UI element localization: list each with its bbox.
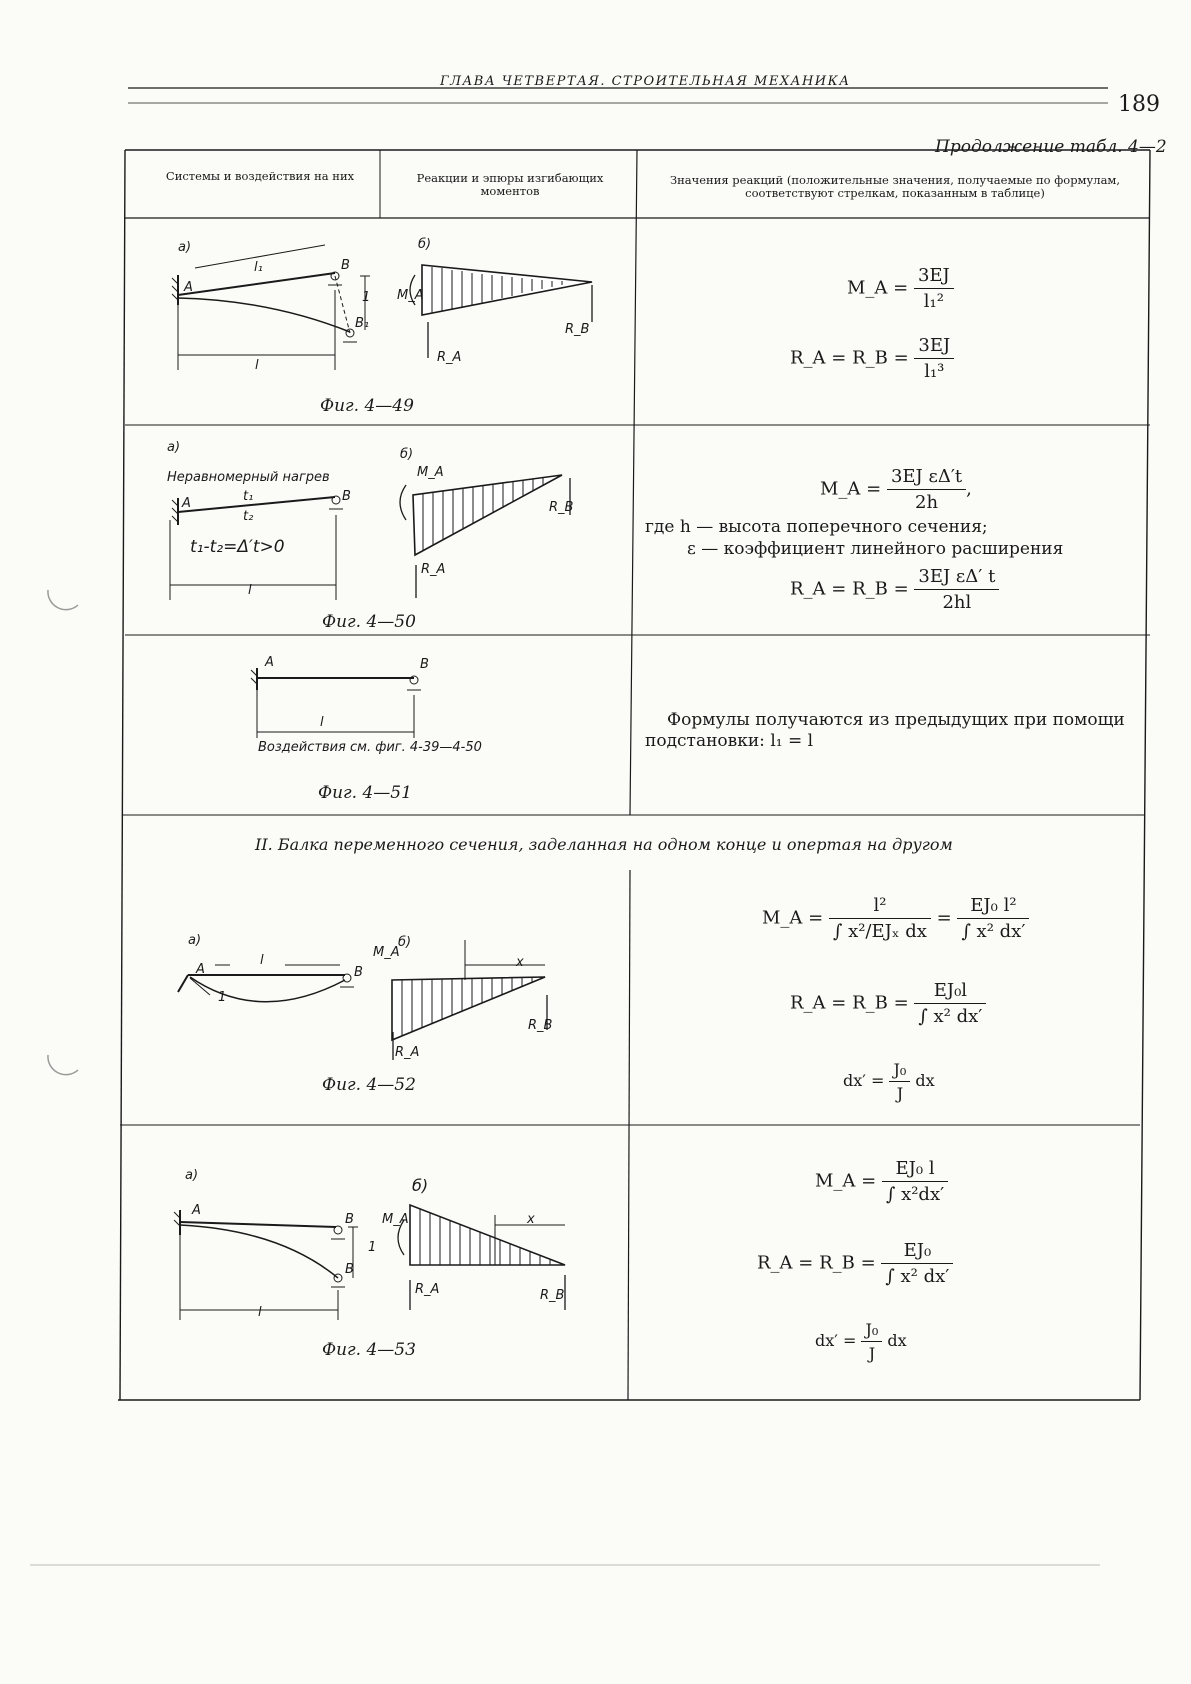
fig49-label-B1: B₁ [355, 316, 370, 331]
fig50-label-B: B [342, 489, 351, 504]
header-col-values: Значения реакций (положительные значения, получаемые по формулам, соответствуют стрелкам, показанным в таблице) [669, 173, 1121, 200]
header-col-reactions: Реакции и эпюры изгибающих моментов [416, 171, 604, 198]
fig49-label-one: 1 [362, 290, 371, 305]
fig53-formula-MA: M_A = $\frac{\text{EJ₀ l}}{\text{∫ x²dx′}}$ [815, 1158, 948, 1205]
fig53-formula-RA-RB: R_A = R_B = $\frac{\text{EJ₀}}{\text{∫ x² dx′}}$ [757, 1240, 953, 1287]
fig49-label-a: а) [178, 240, 192, 255]
fig53-label-B-lower: B [345, 1262, 354, 1277]
fig53-label-x: x [527, 1212, 535, 1227]
fig52-label-a: а) [188, 933, 202, 948]
fig53-label-A: A [192, 1203, 201, 1218]
fig52-formula-RA-RB: R_A = R_B = $\frac{\text{EJ₀l}}{\text{∫ x² dx′}}$ [790, 980, 986, 1027]
table-continuation: Продолжение табл. 4—2 [935, 137, 1167, 157]
fig49-formula-MA: M_A = $\frac{3EJ}{\text{l₁²}}$ [847, 265, 954, 312]
page-number: 189 [1118, 92, 1160, 117]
fig52-label-MA: M_A [373, 945, 400, 960]
fig52-label-RB: R_B [528, 1018, 553, 1033]
fig53-label-a: а) [185, 1168, 199, 1183]
fig50-label-condition: t₁-t₂=Δ′t>0 [190, 537, 285, 557]
fig52-label-B: B [354, 965, 363, 980]
fig50-label-heat: Неравномерный нагрев [167, 470, 330, 485]
fig53-label-RA: R_A [415, 1282, 440, 1297]
header-col-systems: Системы и воздействия на них [165, 169, 355, 183]
fig49-label-A: A [184, 280, 193, 295]
fig52-formula-MA: M_A = $\frac{\text{l²}}{\text{∫ x²/EJₓ dx}}$ = $\frac{\text{EJ₀ l²}}{\text{∫ x² dx′}}$ [762, 895, 1029, 942]
fig50-label-RA: R_A [421, 562, 446, 577]
fig49-label-MA: M_A [397, 288, 424, 303]
fig51-label-l: l [320, 715, 324, 730]
fig53-label-l: l [258, 1305, 262, 1320]
fig50-label-b: б) [400, 447, 414, 462]
fig50-label-MA: M_A [417, 465, 444, 480]
section-title-II: II. Балка переменного сечения, заделанная на одном конце и опертая на другом [255, 835, 953, 854]
fig50-formula-MA: M_A = $\frac{\text{3EJ εΔ′t}}{2h}$ , [820, 466, 972, 513]
fig53-label-one: 1 [368, 1240, 377, 1255]
fig51-text: Формулы получаются из предыдущих при помощи подстановки: l₁ = l [645, 710, 1125, 751]
fig50-label-RB: R_B [549, 500, 574, 515]
running-head: ГЛАВА ЧЕТВЕРТАЯ. СТРОИТЕЛЬНАЯ МЕХАНИКА [440, 74, 851, 89]
figure-caption-4-53: Фиг. 4—53 [322, 1340, 416, 1360]
fig52-label-b: б) [398, 935, 412, 950]
fig49-label-RB: R_B [565, 322, 590, 337]
fig53-label-MA: M_A [382, 1212, 409, 1227]
figure-caption-4-49: Фиг. 4—49 [320, 396, 414, 416]
fig49-formula-RA-RB: R_A = R_B = $\frac{3EJ}{\text{l₁³}}$ [790, 335, 954, 382]
fig53-formula-dx: dx′ = $\frac{\text{J₀}}{J}$ dx [815, 1320, 907, 1363]
fig51-label-A: A [265, 655, 274, 670]
fig49-label-RA: R_A [437, 350, 462, 365]
fig49-label-l1: l₁ [254, 260, 263, 275]
fig51-note: Воздействия см. фиг. 4-39—4-50 [258, 740, 482, 755]
figure-caption-4-52: Фиг. 4—52 [322, 1075, 416, 1095]
fig49-label-b: б) [418, 237, 432, 252]
fig52-label-A: A [196, 962, 205, 977]
fig52-label-RA: R_A [395, 1045, 420, 1060]
fig53-label-b: б) [412, 1176, 429, 1195]
fig49-label-l: l [255, 358, 259, 373]
fig50-where-h: где h — высота поперечного сечения; [645, 517, 988, 537]
fig52-label-l: l [260, 953, 264, 968]
fig50-label-a: а) [167, 440, 181, 455]
fig50-label-t2: t₂ [243, 509, 254, 524]
fig50-where-epsilon: ε — коэффициент линейного расширения [687, 539, 1064, 559]
fig50-formula-RA-RB: R_A = R_B = $\frac{\text{3EJ εΔ′ t}}{2hl}$ [790, 566, 999, 613]
figure-caption-4-50: Фиг. 4—50 [322, 612, 416, 632]
fig53-label-B: B [345, 1212, 354, 1227]
fig50-label-A: A [182, 496, 191, 511]
fig50-label-l: l [248, 583, 252, 598]
fig50-label-t1: t₁ [243, 489, 254, 504]
figure-caption-4-51: Фиг. 4—51 [318, 783, 412, 803]
fig52-label-one: 1 [218, 990, 227, 1005]
fig51-label-B: B [420, 657, 429, 672]
fig53-label-RB: R_B [540, 1288, 565, 1303]
fig52-formula-dx: dx′ = $\frac{\text{J₀}}{J}$ dx [843, 1060, 935, 1103]
fig49-label-B: B [341, 258, 350, 273]
fig52-label-x: x [516, 955, 524, 970]
